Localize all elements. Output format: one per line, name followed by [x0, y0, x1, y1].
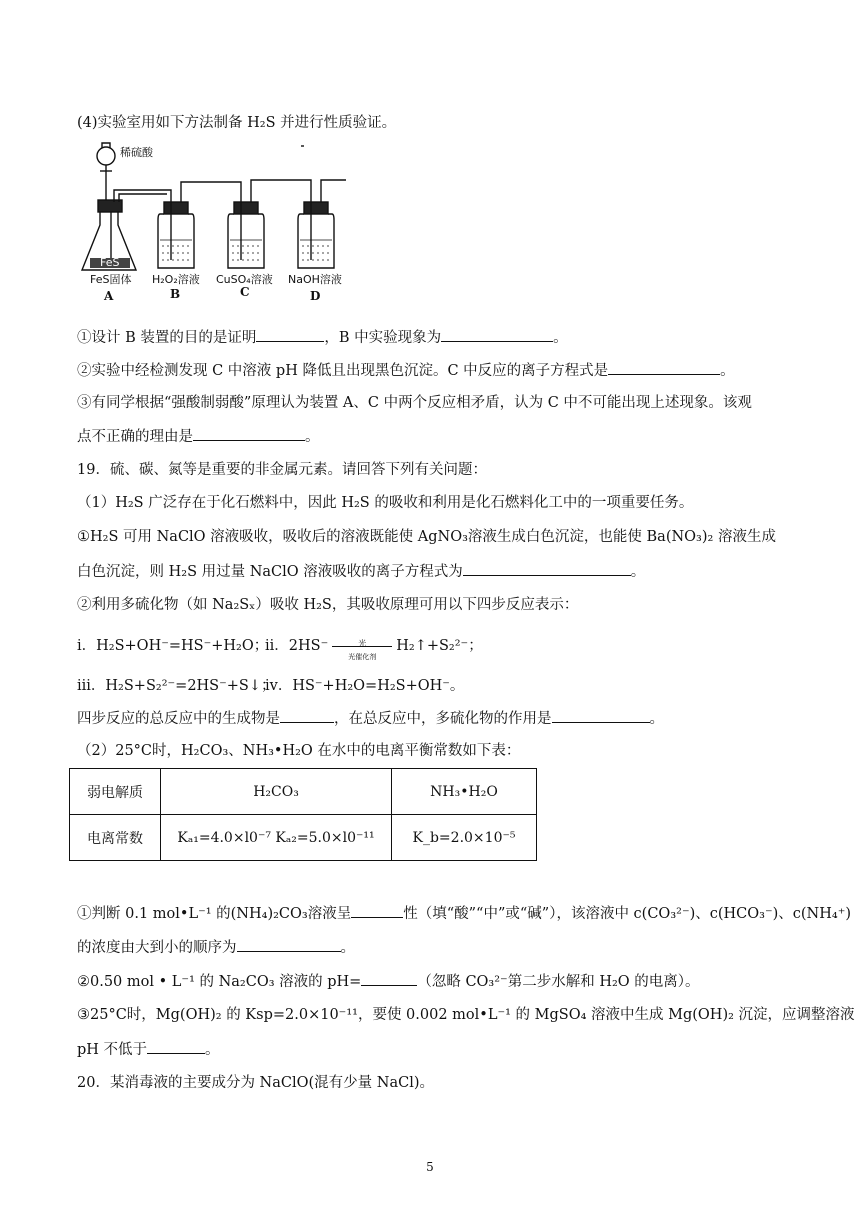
- label-d: NaOH溶液: [288, 273, 342, 286]
- q4-title: (4)实验室用如下方法制备 H₂S 并进行性质验证。: [77, 115, 397, 131]
- blank[interactable]: [147, 1039, 205, 1054]
- blank[interactable]: [351, 903, 403, 918]
- q20-title: 20．某消毒液的主要成分为 NaClO(混有少量 NaCl)。: [77, 1075, 434, 1091]
- q19-p6: ①判断 0.1 mol•L⁻¹ 的(NH₄)₂CO₃溶液呈 性（填“酸”“中”或“碱”），该溶液中 c(CO₃²⁻)、c(HCO₃⁻)、c(NH₄⁺): [77, 903, 851, 924]
- q19-p9: ③25°C时，Mg(OH)₂ 的 Ksp=2.0×10⁻¹¹，要使 0.002 mol•L⁻¹ 的 MgSO₄ 溶液中生成 Mg(OH)₂ 沉淀，应调整溶液: [77, 1007, 855, 1023]
- table-header: H₂CO₃: [161, 769, 392, 815]
- label-a: FeS固体: [90, 273, 132, 286]
- q19-p2a: ①H₂S 可用 NaClO 溶液吸收，吸收后的溶液既能使 AgNO₃溶液生成白色沉淀，也能使 Ba(NO₃)₂ 溶液生成: [77, 529, 776, 545]
- q4-line-3: ③有同学根据“强酸制弱酸”原理认为装置 A、C 中两个反应相矛盾，认为 C 中不可能出现上述现象。该观: [77, 395, 752, 411]
- photocatalysis-arrow: 光 光催化剂: [328, 636, 396, 656]
- reaction-iv: iv．HS⁻+H₂O=H₂S+OH⁻。: [265, 678, 465, 694]
- blank[interactable]: [280, 708, 334, 723]
- q19-p2b: 白色沉淀，则 H₂S 用过量 NaClO 溶液吸收的离子方程式为 。: [77, 561, 645, 582]
- label-b: H₂O₂溶液: [152, 273, 200, 286]
- table-header: NH₃•H₂O: [392, 769, 537, 815]
- table-cell: Kₐ₁=4.0×l0⁻⁷ Kₐ₂=5.0×l0⁻¹¹: [161, 815, 392, 861]
- q19-p8: ②0.50 mol • L⁻¹ 的 Na₂CO₃ 溶液的 pH= （忽略 CO₃²⁻第二步水解和 H₂O 的电离）。: [77, 971, 700, 992]
- q4-line-4: 点不正确的理由是 。: [77, 426, 320, 447]
- blank[interactable]: [441, 327, 553, 342]
- reaction-row-2: [77, 676, 464, 696]
- reaction-i: i．H₂S+OH⁻=HS⁻+H₂O；: [77, 638, 269, 654]
- q19-part1: （1）H₂S 广泛存在于化石燃料中，因此 H₂S 的吸收和利用是化石燃料化工中的一项重要任务。: [77, 495, 694, 511]
- blank[interactable]: [608, 360, 720, 375]
- h2s-apparatus-diagram: [78, 140, 358, 308]
- q4-line-2: ②实验中经检测发现 C 中溶液 pH 降低且出现黑色沉淀。C 中反应的离子方程式是 。: [77, 360, 735, 381]
- q19-p10: pH 不低于 。: [77, 1039, 220, 1060]
- blank[interactable]: [552, 708, 650, 723]
- blank[interactable]: [193, 426, 305, 441]
- label-c: CuSO₄溶液: [216, 273, 273, 286]
- letter-d: D: [310, 289, 321, 303]
- blank[interactable]: [361, 971, 417, 986]
- q4-line-1: ①设计 B 装置的目的是证明 ，B 中实验现象为 。: [77, 327, 568, 348]
- reaction-iii: iii．H₂S+S₂²⁻=2HS⁻+S↓；: [77, 678, 276, 694]
- reaction-ii: ii．2HS⁻: [265, 638, 329, 654]
- letter-b: B: [170, 287, 181, 301]
- letter-c: C: [240, 285, 250, 299]
- reaction-row-1: i．H₂S+OH⁻=HS⁻+H₂O；ii．2HS⁻ 光 光催化剂 H₂↑+S₂²⁻；: [77, 638, 483, 661]
- blank[interactable]: [256, 327, 324, 342]
- acid-label: 稀硫酸: [120, 146, 153, 159]
- page-number: 5: [426, 1160, 434, 1174]
- blank[interactable]: [463, 561, 631, 576]
- table-header: 弱电解质: [70, 769, 161, 815]
- ionization-constant-table: [69, 768, 537, 861]
- q19-p3: ②利用多硫化物（如 Na₂Sₓ）吸收 H₂S，其吸收原理可用以下四步反应表示：: [77, 597, 579, 613]
- table-cell: 电离常数: [70, 815, 161, 861]
- letter-a: A: [104, 289, 114, 303]
- table-cell: K_b=2.0×10⁻⁵: [392, 815, 537, 861]
- blank[interactable]: [237, 937, 341, 952]
- q19-title: 19．硫、碳、氮等是重要的非金属元素。请回答下列有关问题：: [77, 462, 487, 478]
- q19-p5: （2）25°C时，H₂CO₃、NH₃•H₂O 在水中的电离平衡常数如下表：: [77, 743, 521, 759]
- flask-content-label: FeS: [100, 256, 120, 269]
- q19-p7: 的浓度由大到小的顺序为 。: [77, 937, 355, 958]
- q19-p4: 四步反应的总反应中的生成物是 ，在总反应中，多硫化物的作用是 。: [77, 708, 664, 729]
